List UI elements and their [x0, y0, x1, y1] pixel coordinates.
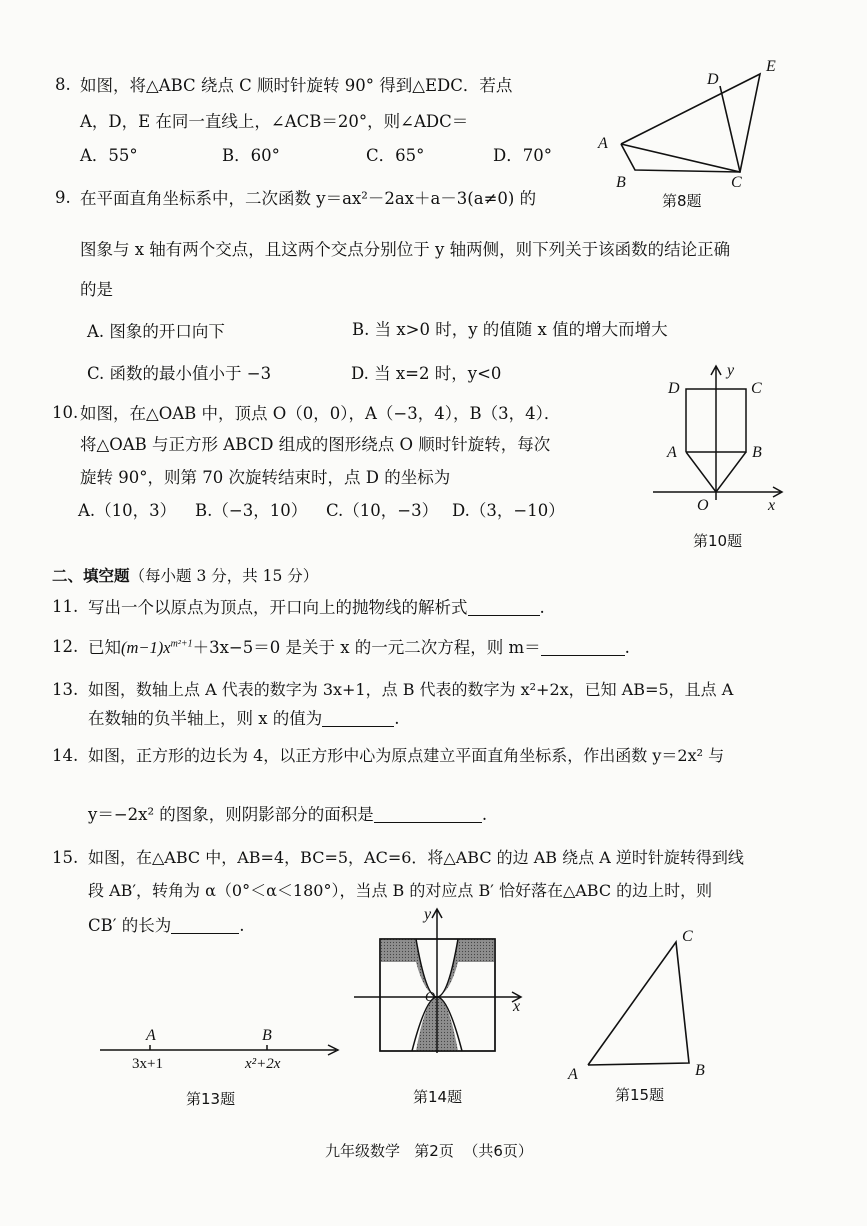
- q14-label-x: x: [513, 998, 521, 1015]
- q10-line2: 将△OAB 与正方形 ABCD 组成的图形绕点 O 顺时针旋转，每次: [80, 435, 551, 454]
- q14-end: .: [481, 805, 488, 824]
- q12-exponent: m²+1: [170, 638, 193, 650]
- q15-label-b: B: [695, 1062, 705, 1079]
- q9-line2: 图象与 x 轴有两个交点，且这两个交点分别位于 y 轴两侧，则下列关于该函数的结论正确: [80, 240, 731, 259]
- q15-line3-text: CB′ 的长为: [88, 916, 172, 935]
- q9-line3: 的是: [80, 280, 113, 299]
- q8-label-e: E: [766, 58, 776, 75]
- q10-option-b: B.（−3，10）: [195, 501, 308, 520]
- q13-label-x2-2x: x²+2x: [245, 1056, 281, 1072]
- q8-caption: 第8题: [662, 192, 702, 210]
- q8-line-dc: [720, 86, 740, 172]
- q13-number: 13.: [52, 680, 79, 699]
- q12-text-a: 已知: [88, 638, 121, 657]
- q8-label-d: D: [707, 71, 719, 88]
- q10-line3: 旋转 90°，则第 70 次旋转结束时，点 D 的坐标为: [80, 468, 451, 487]
- q9-option-c: C. 函数的最小值小于 −3: [87, 364, 272, 383]
- q11-text: 写出一个以原点为顶点，开口向上的抛物线的解析式: [88, 598, 468, 617]
- q12-number: 12.: [52, 637, 79, 656]
- section2-title: 二、填空题: [52, 567, 130, 585]
- q14-label-y: y: [424, 906, 432, 923]
- q13-label-b: B: [262, 1027, 272, 1044]
- q8-option-d: D．70°: [493, 146, 552, 165]
- q15-line2: 段 AB′，转角为 α（0°＜α＜180°），当点 B 的对应点 B′ 恰好落在△ABC 的边上时，则: [88, 881, 713, 900]
- q12-end: .: [624, 638, 630, 657]
- page-footer: 九年级数学 第2页 （共6页）: [325, 1142, 533, 1160]
- q10-label-a: A: [667, 444, 677, 461]
- q12-text-b: ＋3x−5＝0 是关于 x 的一元二次方程，则 m＝: [192, 638, 541, 657]
- q11-answer-blank[interactable]: [468, 599, 540, 617]
- section2-heading: [52, 564, 318, 586]
- q12-answer-blank[interactable]: [541, 639, 625, 657]
- q10-label-c: C: [751, 380, 762, 397]
- q14-line2-text: y＝−2x² 的图象，则阴影部分的面积是: [88, 805, 374, 824]
- q14-label-o: O: [425, 990, 436, 1005]
- q14-number: 14.: [52, 746, 79, 765]
- q10-option-a: A.（10，3）: [78, 501, 177, 520]
- q9-option-d: D. 当 x=2 时，y<0: [351, 364, 502, 383]
- section2-note: （每小题 3 分，共 15 分）: [129, 567, 319, 585]
- q8-label-c: C: [731, 174, 742, 191]
- q8-number: 8.: [55, 75, 71, 94]
- q15-answer-blank[interactable]: [171, 917, 239, 935]
- q15-figure: [580, 935, 710, 1075]
- q8-line-ae: [621, 74, 760, 172]
- q12-line: [88, 634, 630, 658]
- q15-line3: [88, 912, 245, 936]
- q15-caption: 第15题: [615, 1086, 665, 1104]
- q14-caption: 第14题: [413, 1088, 463, 1106]
- q13-caption: 第13题: [186, 1090, 236, 1108]
- q9-number: 9.: [55, 188, 71, 207]
- q13-line2: [88, 705, 400, 729]
- q8-option-a: A．55°: [80, 146, 138, 165]
- q13-answer-blank[interactable]: [322, 710, 394, 728]
- q8-option-c: C．65°: [366, 146, 425, 165]
- q10-number: 10.: [52, 403, 79, 422]
- q10-label-b: B: [752, 444, 762, 461]
- q14-line1: 如图，正方形的边长为 4，以正方形中心为原点建立平面直角坐标系，作出函数 y＝2x² 与: [88, 746, 725, 765]
- q15-label-a: A: [568, 1066, 578, 1083]
- q13-line2-text: 在数轴的负半轴上，则 x 的值为: [88, 709, 323, 728]
- q10-label-o: O: [697, 497, 709, 514]
- q10-option-d: D.（3，−10）: [452, 501, 565, 520]
- q9-option-b: B. 当 x>0 时，y 的值随 x 值的增大而增大: [352, 320, 668, 339]
- q10-caption: 第10题: [693, 532, 743, 550]
- q15-end: .: [239, 916, 245, 935]
- q10-option-c: C.（10，−3）: [326, 501, 439, 520]
- q15-triangle-abc: [588, 942, 689, 1065]
- q10-label-y: y: [727, 362, 735, 379]
- q11-line: [88, 594, 545, 618]
- q8-line2: A，D，E 在同一直线上，∠ACB＝20°，则∠ADC＝: [80, 112, 469, 131]
- q10-label-d: D: [668, 380, 680, 397]
- q13-label-a: A: [146, 1027, 156, 1044]
- q8-option-b: B．60°: [222, 146, 280, 165]
- q11-number: 11.: [52, 597, 79, 616]
- q10-label-x: x: [768, 497, 776, 514]
- q14-figure: [350, 905, 530, 1055]
- q13-label-3x1: 3x+1: [132, 1056, 163, 1072]
- q13-end: .: [394, 709, 400, 728]
- q14-answer-blank[interactable]: [374, 806, 482, 824]
- q11-end: .: [539, 598, 545, 617]
- q15-label-c: C: [682, 928, 693, 945]
- q8-label-a: A: [598, 135, 608, 152]
- q8-line1: 如图，将△ABC 绕点 C 顺时针旋转 90° 得到△EDC．若点: [80, 76, 513, 95]
- q13-line1: 如图，数轴上点 A 代表的数字为 3x+1，点 B 代表的数字为 x²+2x，已知 AB=5，且点 A: [88, 680, 734, 699]
- q14-line2: [88, 801, 487, 825]
- q15-number: 15.: [52, 848, 79, 867]
- q12-expr: (m−1)x: [121, 638, 171, 657]
- q15-line1: 如图，在△ABC 中，AB=4，BC=5，AC=6．将△ABC 的边 AB 绕点 A 逆时针旋转得到线: [88, 848, 744, 867]
- q10-line1: 如图，在△OAB 中，顶点 O（0，0），A（−3，4），B（3，4）．: [80, 404, 561, 423]
- q8-label-b: B: [616, 174, 626, 191]
- q9-line1: 在平面直角坐标系中，二次函数 y＝ax²－2ax＋a－3(a≠0) 的: [80, 189, 537, 208]
- q9-option-a: A. 图象的开口向下: [87, 322, 225, 341]
